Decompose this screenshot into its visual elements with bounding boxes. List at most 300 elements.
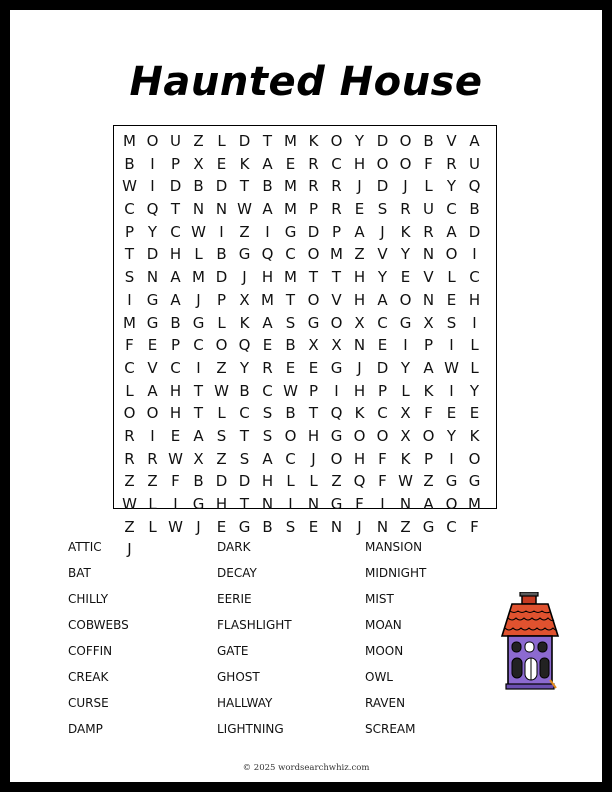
grid-letter: L (309, 472, 318, 491)
grid-letter: K (469, 426, 480, 445)
grid-letter: D (215, 268, 228, 287)
grid-letter: A (262, 154, 273, 173)
grid-letter: D (238, 132, 251, 150)
grid-letter: C (469, 268, 480, 287)
grid-letter: S (124, 268, 135, 287)
grid-letter: O (330, 313, 343, 332)
grid-letter: C (285, 449, 296, 468)
grid-letter: L (286, 472, 295, 491)
word-list-item: DECAY (217, 566, 257, 580)
grid-letter: L (125, 381, 134, 400)
grid-letter: T (239, 495, 250, 513)
grid-letter: R (423, 222, 434, 241)
grid-letter: V (423, 268, 434, 287)
word-list-item: GHOST (217, 670, 260, 684)
grid-letter: A (262, 200, 273, 219)
grid-letter: H (353, 154, 366, 173)
grid-letter: G (284, 222, 297, 241)
grid-letter: Z (423, 472, 434, 491)
grid-letter: Z (216, 449, 227, 468)
grid-letter: D (376, 177, 389, 196)
grid-letter: I (380, 495, 385, 513)
grid-letter: P (170, 336, 181, 355)
word-list-item: RAVEN (365, 696, 406, 710)
grid-letter: H (169, 245, 182, 264)
word-column-2 (217, 537, 292, 745)
grid-letter: J (357, 358, 362, 377)
grid-letter: B (262, 517, 273, 536)
grid-letter: V (331, 290, 342, 309)
grid-letter: Y (377, 268, 388, 287)
grid-letter: O (353, 426, 366, 445)
grid-letter: P (170, 154, 181, 173)
grid-letter: X (193, 449, 204, 468)
grid-letter: E (216, 517, 227, 536)
grid-letter: G (146, 290, 159, 309)
grid-letter: N (307, 495, 320, 513)
grid-letter: M (261, 290, 274, 309)
grid-letter: G (330, 495, 343, 513)
grid-letter: U (423, 200, 434, 219)
word-list-item: MOAN (365, 618, 402, 632)
grid-letter: F (125, 336, 134, 355)
grid-letter: K (400, 449, 411, 468)
word-list-item: MOON (365, 644, 404, 658)
grid-letter: I (173, 495, 178, 513)
grid-letter: J (196, 517, 201, 536)
grid-letter: B (423, 132, 434, 150)
grid-letter: B (469, 200, 480, 219)
grid-letter: L (217, 313, 226, 332)
word-list-item: EERIE (217, 592, 252, 606)
grid-letter: P (308, 200, 319, 219)
grid-letter: O (445, 495, 458, 513)
grid-letter: Z (216, 358, 227, 377)
grid-letter: B (216, 245, 227, 264)
grid-letter: H (353, 290, 366, 309)
grid-letter: D (146, 245, 159, 264)
grid-letter: D (169, 177, 182, 196)
grid-letter: E (308, 517, 319, 536)
grid-letter: H (169, 404, 182, 423)
grid-letter: X (331, 336, 342, 355)
grid-letter: W (444, 358, 459, 377)
grid-letter: L (470, 336, 479, 355)
grid-letter: T (308, 268, 319, 287)
grid-letter: P (331, 222, 342, 241)
grid-letter: N (192, 200, 205, 219)
grid-letter: D (215, 472, 228, 491)
grid-letter: C (170, 222, 181, 241)
grid-letter: G (422, 517, 435, 536)
grid-letter: Z (124, 517, 135, 536)
grid-letter: Z (400, 517, 411, 536)
grid-letter: E (377, 336, 388, 355)
grid-letter: I (449, 449, 454, 468)
grid-letter: Z (354, 245, 365, 264)
grid-letter: J (242, 268, 247, 287)
grid-letter: C (377, 404, 388, 423)
grid-letter: O (422, 426, 435, 445)
grid-letter: O (376, 426, 389, 445)
grid-letter: C (170, 358, 181, 377)
grid-letter: S (239, 449, 250, 468)
grid-letter: W (122, 495, 137, 513)
grid-letter: C (124, 200, 135, 219)
grid-letter: L (401, 381, 410, 400)
grid-letter: W (398, 472, 413, 491)
grid-letter: I (403, 336, 408, 355)
grid-letter: E (446, 290, 457, 309)
grid-letter: R (147, 449, 158, 468)
grid-letter: G (399, 313, 412, 332)
grid-letter: C (285, 245, 296, 264)
grid-letter: O (330, 449, 343, 468)
grid-letter: J (380, 222, 385, 241)
grid-letter: N (215, 200, 228, 219)
grid-letter: T (308, 404, 319, 423)
grid-letter: M (330, 245, 343, 264)
grid-letter: G (146, 313, 159, 332)
grid-letter: E (147, 336, 158, 355)
grid-letter: S (377, 200, 388, 219)
grid-letter: K (239, 313, 250, 332)
grid-letter: O (215, 336, 228, 355)
grid-letter: Q (146, 200, 159, 219)
grid-letter: M (123, 132, 136, 150)
grid-letter: K (354, 404, 365, 423)
grid-letter: T (331, 268, 342, 287)
grid-letter: O (399, 154, 412, 173)
grid-letter: E (170, 426, 181, 445)
grid-letter: X (400, 404, 411, 423)
grid-letter: E (400, 268, 411, 287)
grid-letter: I (334, 381, 339, 400)
grid-letter: P (124, 222, 135, 241)
grid-letter: N (422, 245, 435, 264)
grid-letter: B (124, 154, 135, 173)
grid-letter: S (285, 313, 296, 332)
grid-letter: M (123, 313, 136, 332)
grid-letter: S (262, 426, 273, 445)
grid-letter: Q (330, 404, 343, 423)
grid-letter: M (284, 177, 297, 196)
grid-letter: Y (354, 132, 365, 150)
grid-letter: B (285, 336, 296, 355)
grid-letter: C (193, 336, 204, 355)
grid-letter: A (446, 222, 457, 241)
grid-letter: A (147, 381, 158, 400)
grid-letter: F (378, 449, 387, 468)
grid-letter: A (354, 222, 365, 241)
grid-letter: H (468, 290, 481, 309)
grid-letter: C (446, 200, 457, 219)
grid-letter: D (376, 358, 389, 377)
grid-letter: O (284, 426, 297, 445)
grid-letter: C (239, 404, 250, 423)
grid-letter: G (192, 495, 205, 513)
grid-letter: I (219, 222, 224, 241)
grid-letter: B (170, 313, 181, 332)
grid-letter: T (239, 177, 250, 196)
grid-letter: R (124, 449, 135, 468)
grid-letter: T (170, 200, 181, 219)
grid-letter: H (307, 426, 320, 445)
grid-letter: F (171, 472, 180, 491)
grid-letter: O (123, 404, 136, 423)
grid-letter: L (447, 268, 456, 287)
grid-letter: D (376, 132, 389, 150)
grid-letter: F (355, 495, 364, 513)
grid-letter: O (307, 245, 320, 264)
grid-letter: L (424, 177, 433, 196)
grid-letter: S (216, 426, 227, 445)
grid-letter: J (311, 449, 316, 468)
grid-letter: F (424, 154, 433, 173)
grid-letter: M (192, 268, 205, 287)
grid-letter: K (400, 222, 411, 241)
grid-letter: V (377, 245, 388, 264)
grid-letter: M (284, 132, 297, 150)
haunted-house-icon (498, 592, 562, 692)
word-list-item: CHILLY (68, 592, 109, 606)
grid-letter: O (445, 245, 458, 264)
grid-letter: N (399, 495, 412, 513)
grid-letter: R (331, 200, 342, 219)
grid-letter: F (470, 517, 479, 536)
grid-letter: F (378, 472, 387, 491)
grid-letter: I (265, 222, 270, 241)
grid-letter: I (288, 495, 293, 513)
grid-letter: N (330, 517, 343, 536)
grid-letter: R (446, 154, 457, 173)
grid-letter: Y (147, 222, 158, 241)
grid-letter: C (331, 154, 342, 173)
grid-letter: A (423, 358, 434, 377)
grid-letter: U (170, 132, 181, 150)
grid-letter: E (354, 200, 365, 219)
grid-letter: Q (238, 336, 251, 355)
grid-letter: T (285, 290, 296, 309)
grid-letter: I (472, 245, 477, 264)
grid-letter: Y (469, 381, 480, 400)
grid-letter: A (377, 290, 388, 309)
grid-letter: S (446, 313, 457, 332)
grid-letter: G (468, 472, 481, 491)
word-list-item: SCREAM (365, 722, 416, 736)
word-list-item: HALLWAY (217, 696, 273, 710)
grid-letter: R (400, 200, 411, 219)
word-column-1 (68, 537, 129, 745)
grid-letter: Z (124, 472, 135, 491)
word-list-item: OWL (365, 670, 393, 684)
grid-letter: R (124, 426, 135, 445)
footer-copyright: © 2025 wordsearchwhiz.com (242, 763, 370, 773)
word-list-item: MIDNIGHT (365, 566, 427, 580)
word-list-item: MIST (365, 592, 394, 606)
word-list-item: CURSE (68, 696, 109, 710)
grid-letter: W (122, 177, 137, 196)
grid-letter: E (308, 358, 319, 377)
grid-letter: O (399, 132, 412, 150)
grid-letter: Y (446, 177, 457, 196)
grid-letter: X (239, 290, 250, 309)
grid-letter: G (307, 313, 320, 332)
grid-letter: B (193, 472, 204, 491)
grid-letter: G (330, 358, 343, 377)
grid-letter: A (262, 313, 273, 332)
grid-letter: Q (353, 472, 366, 491)
grid-letter: D (215, 177, 228, 196)
word-list-item: DARK (217, 540, 251, 554)
grid-letter: D (468, 222, 481, 241)
grid-letter: K (239, 154, 250, 173)
grid-letter: G (238, 245, 251, 264)
grid-letter: Y (400, 358, 411, 377)
grid-letter: Z (331, 472, 342, 491)
grid-letter: O (376, 154, 389, 173)
grid-letter: E (216, 154, 227, 173)
grid-letter: I (127, 290, 132, 309)
word-list-item: LIGHTNING (217, 722, 284, 736)
grid-letter: J (403, 177, 408, 196)
grid-letter: L (470, 358, 479, 377)
worksheet-page (10, 10, 602, 782)
grid-letter: T (239, 426, 250, 445)
grid-letter: O (330, 132, 343, 150)
grid-letter: H (169, 381, 182, 400)
grid-letter: I (472, 313, 477, 332)
grid-letter: O (399, 290, 412, 309)
grid-letter: N (376, 517, 389, 536)
grid-letter: E (285, 154, 296, 173)
word-list-item: DAMP (68, 722, 103, 736)
grid-letter: B (193, 177, 204, 196)
grid-letter: H (353, 381, 366, 400)
grid-letter: H (215, 495, 228, 513)
grid-letter: X (423, 313, 434, 332)
grid-letter: G (238, 517, 251, 536)
grid-letter: R (262, 358, 273, 377)
grid-letter: K (423, 381, 434, 400)
grid-letter: O (146, 404, 159, 423)
grid-letter: C (262, 381, 273, 400)
grid-letter: N (353, 336, 366, 355)
grid-letter: I (150, 154, 155, 173)
grid-letter: C (446, 517, 457, 536)
grid-letter: L (194, 245, 203, 264)
grid-letter: U (469, 154, 480, 173)
grid-letter: D (238, 472, 251, 491)
grid-letter: P (216, 290, 227, 309)
grid-letter: W (237, 200, 252, 219)
grid-letter: E (285, 358, 296, 377)
word-list-item: CREAK (68, 670, 109, 684)
word-list-item: GATE (217, 644, 249, 658)
word-list-item: COBWEBS (68, 618, 129, 632)
grid-letter: M (284, 200, 297, 219)
word-list-item: MANSION (365, 540, 423, 554)
grid-letter: T (124, 245, 135, 264)
grid-letter: N (422, 290, 435, 309)
grid-letter: J (127, 540, 132, 559)
grid-letter: A (423, 495, 434, 513)
grid-letter: J (196, 290, 201, 309)
grid-letter: W (214, 381, 229, 400)
grid-letter: X (354, 313, 365, 332)
word-list-item: ATTIC (68, 540, 102, 554)
grid-letter: I (150, 426, 155, 445)
grid-letter: Q (468, 177, 481, 196)
grid-letter: G (445, 472, 458, 491)
grid-letter: O (146, 132, 159, 150)
grid-letter: Z (193, 132, 204, 150)
word-column-3 (365, 537, 426, 745)
grid-letter: N (146, 268, 159, 287)
grid-letter: X (400, 426, 411, 445)
grid-letter: G (192, 313, 205, 332)
grid-letter: H (261, 268, 274, 287)
grid-letter: M (468, 495, 481, 513)
grid-letter: I (196, 358, 201, 377)
grid-letter: R (331, 177, 342, 196)
grid-letter: E (262, 336, 273, 355)
grid-letter: Y (400, 245, 411, 264)
grid-letter: X (193, 154, 204, 173)
grid-letter: N (261, 495, 274, 513)
grid-letter: I (150, 177, 155, 196)
grid-letter: H (353, 449, 366, 468)
grid-letter: A (262, 449, 273, 468)
word-list-item: BAT (68, 566, 91, 580)
grid-letter: I (449, 336, 454, 355)
grid-letter: L (217, 132, 226, 150)
grid-letter: B (285, 404, 296, 423)
grid-letter: T (193, 404, 204, 423)
grid-letter: C (377, 313, 388, 332)
grid-letter: A (193, 426, 204, 445)
grid-letter: W (191, 222, 206, 241)
grid-letter: P (377, 381, 388, 400)
grid-letter: A (170, 290, 181, 309)
grid-letter: O (307, 290, 320, 309)
grid-letter: E (446, 404, 457, 423)
grid-letter: P (423, 336, 434, 355)
grid-letter: C (124, 358, 135, 377)
grid-letter: Z (147, 472, 158, 491)
grid-letter: L (148, 495, 157, 513)
grid-letter: S (285, 517, 296, 536)
grid-letter: P (423, 449, 434, 468)
grid-letter: Y (239, 358, 250, 377)
grid-letter: R (308, 154, 319, 173)
letter-grid (118, 130, 486, 561)
grid-letter: T (262, 132, 273, 150)
grid-letter: I (449, 381, 454, 400)
grid-letter: S (262, 404, 273, 423)
grid-letter: W (283, 381, 298, 400)
grid-letter: Z (239, 222, 250, 241)
word-list-item: COFFIN (68, 644, 113, 658)
grid-letter: L (148, 517, 157, 536)
grid-letter: W (168, 449, 183, 468)
grid-letter: E (469, 404, 480, 423)
grid-letter: P (308, 381, 319, 400)
grid-letter: A (469, 132, 480, 150)
grid-letter: J (357, 517, 362, 536)
grid-letter: H (261, 472, 274, 491)
page-title: Haunted House (129, 59, 483, 105)
